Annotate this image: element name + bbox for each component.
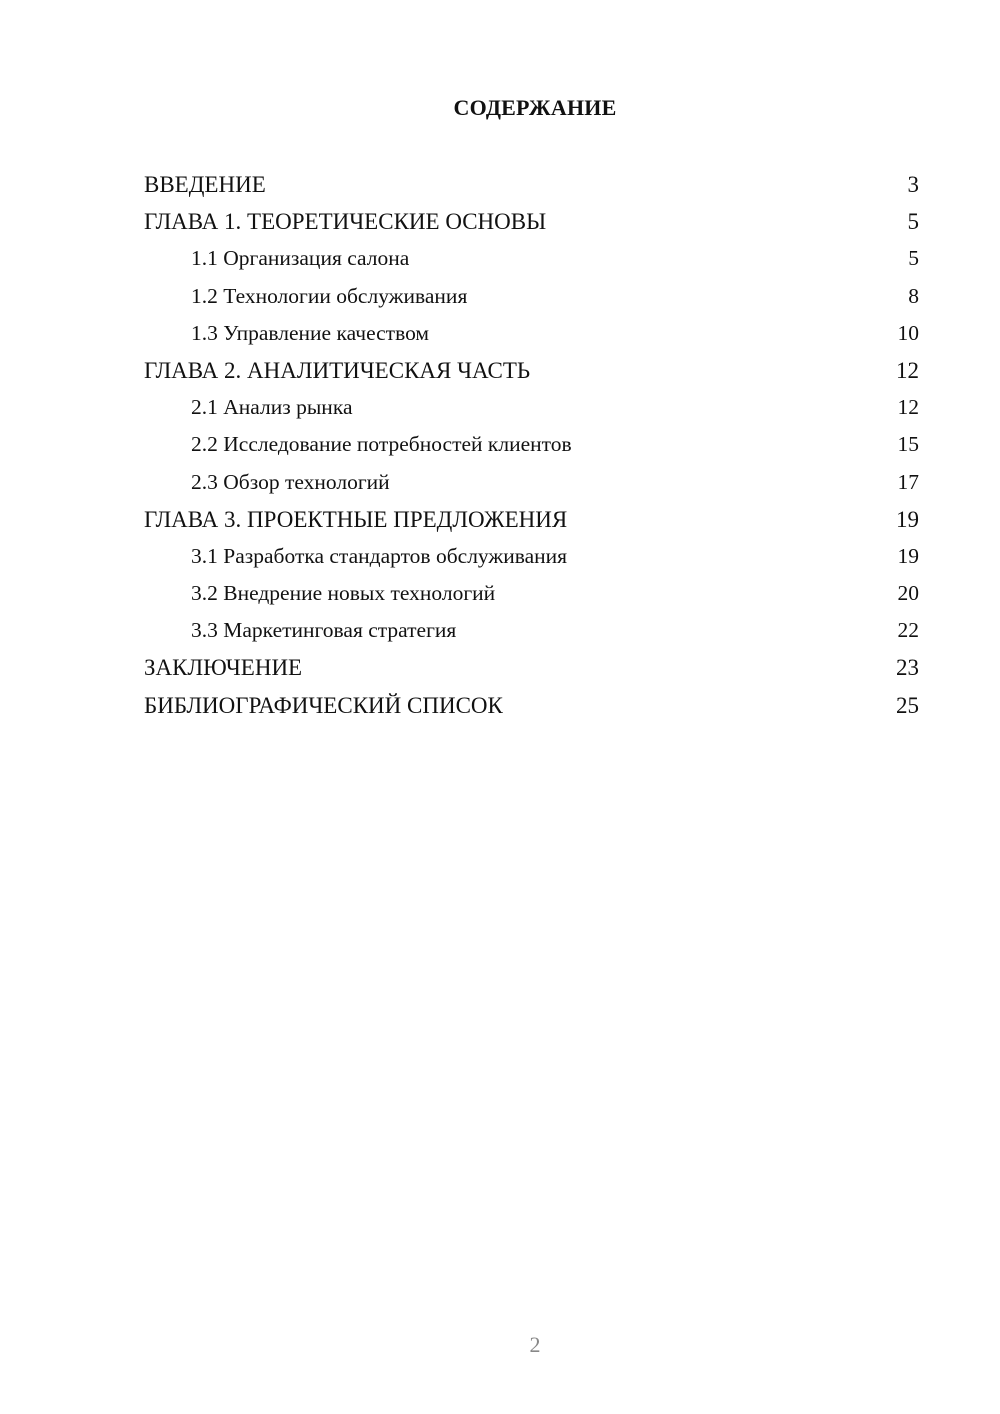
page-number: 2 (529, 1332, 541, 1357)
toc-entry-page: 12 (897, 395, 919, 420)
toc-entry (144, 649, 919, 686)
toc-entry-page: 25 (896, 692, 919, 718)
toc-entry-label: ГЛАВА 2. АНАЛИТИЧЕСКАЯ ЧАСТЬ (144, 357, 531, 383)
toc-entry-page: 12 (896, 357, 919, 383)
toc-entry-page: 5 (908, 246, 919, 271)
toc-subentry (144, 278, 919, 315)
toc-entry-label: ГЛАВА 3. ПРОЕКТНЫЕ ПРЕДЛОЖЕНИЯ (144, 506, 568, 532)
toc-entry-label: БИБЛИОГРАФИЧЕСКИЙ СПИСОК (144, 692, 503, 718)
toc-entry (144, 352, 919, 389)
toc-subentry (144, 538, 919, 575)
toc-entry-label: 3.2 Внедрение новых технологий (191, 581, 496, 606)
toc-subentry (144, 315, 919, 352)
toc-subentry (144, 240, 919, 277)
toc-entry-page: 17 (897, 469, 919, 494)
toc-entry-page: 10 (897, 320, 919, 345)
toc-entry (144, 166, 919, 203)
toc-entry-page: 19 (897, 543, 919, 568)
toc-subentry (144, 389, 919, 426)
page-title: СОДЕРЖАНИЕ (453, 95, 617, 120)
toc-entry-label: 3.3 Маркетинговая стратегия (191, 618, 457, 643)
toc-entry-label: 2.2 Исследование потребностей клиентов (191, 432, 572, 457)
toc-subentry (144, 464, 919, 501)
table-of-contents (144, 166, 919, 724)
toc-entry (144, 203, 919, 240)
toc-entry-page: 22 (897, 618, 919, 643)
toc-entry (144, 687, 919, 724)
toc-entry-page: 19 (896, 506, 919, 532)
toc-entry-label: ЗАКЛЮЧЕНИЕ (144, 655, 303, 681)
toc-entry-page: 3 (907, 172, 919, 197)
toc-entry-page: 15 (897, 432, 919, 457)
toc-subentry (144, 612, 919, 649)
toc-entry-page: 8 (908, 283, 919, 308)
toc-entry (144, 501, 919, 538)
toc-entry-label: 1.1 Организация салона (191, 246, 410, 271)
toc-entry-page: 23 (896, 655, 919, 681)
toc-subentry (144, 575, 919, 612)
toc-entry-label: 1.2 Технологии обслуживания (191, 283, 468, 308)
toc-entry-label: 2.1 Анализ рынка (191, 395, 353, 420)
toc-entry-page: 5 (907, 209, 919, 235)
toc-entry-label: 3.1 Разработка стандартов обслуживания (191, 543, 568, 568)
toc-entry-label: 2.3 Обзор технологий (191, 469, 390, 494)
toc-entry-label: ГЛАВА 1. ТЕОРЕТИЧЕСКИЕ ОСНОВЫ (144, 209, 547, 235)
toc-entry-page: 20 (897, 581, 919, 606)
toc-entry-label: ВВЕДЕНИЕ (144, 172, 266, 197)
toc-subentry (144, 426, 919, 463)
toc-entry-label: 1.3 Управление качеством (191, 320, 430, 345)
